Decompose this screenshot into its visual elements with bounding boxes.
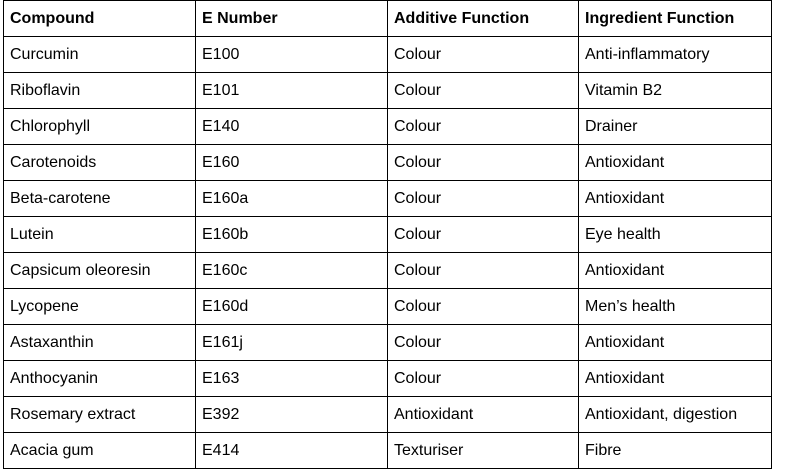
- header-e-number: E Number: [196, 1, 388, 37]
- cell-compound: Capsicum oleoresin: [4, 253, 196, 289]
- cell-ingredient-function: Antioxidant: [579, 253, 772, 289]
- cell-compound: Lutein: [4, 217, 196, 253]
- table-row: [4, 397, 772, 433]
- cell-e-number: E163: [196, 361, 388, 397]
- cell-compound: Anthocyanin: [4, 361, 196, 397]
- table-row: [4, 289, 772, 325]
- table-row: [4, 217, 772, 253]
- cell-ingredient-function: Antioxidant: [579, 361, 772, 397]
- cell-e-number: E140: [196, 109, 388, 145]
- cell-compound: Chlorophyll: [4, 109, 196, 145]
- cell-additive-function: Colour: [388, 181, 579, 217]
- cell-additive-function: Colour: [388, 37, 579, 73]
- cell-e-number: E100: [196, 37, 388, 73]
- table-row: [4, 109, 772, 145]
- cell-e-number: E160d: [196, 289, 388, 325]
- cell-compound: Curcumin: [4, 37, 196, 73]
- cell-e-number: E414: [196, 433, 388, 469]
- cell-e-number: E161j: [196, 325, 388, 361]
- cell-e-number: E160b: [196, 217, 388, 253]
- cell-additive-function: Colour: [388, 289, 579, 325]
- table-row: [4, 361, 772, 397]
- cell-e-number: E160c: [196, 253, 388, 289]
- cell-compound: Lycopene: [4, 289, 196, 325]
- cell-ingredient-function: Men’s health: [579, 289, 772, 325]
- cell-additive-function: Texturiser: [388, 433, 579, 469]
- cell-ingredient-function: Vitamin B2: [579, 73, 772, 109]
- cell-compound: Beta-carotene: [4, 181, 196, 217]
- additives-table: [3, 0, 772, 469]
- table-row: [4, 73, 772, 109]
- cell-ingredient-function: Eye health: [579, 217, 772, 253]
- cell-additive-function: Colour: [388, 253, 579, 289]
- table-header-row: [4, 1, 772, 37]
- table-row: [4, 325, 772, 361]
- cell-ingredient-function: Drainer: [579, 109, 772, 145]
- cell-compound: Astaxanthin: [4, 325, 196, 361]
- table-row: [4, 181, 772, 217]
- table-row: [4, 253, 772, 289]
- table-row: [4, 37, 772, 73]
- cell-ingredient-function: Antioxidant: [579, 145, 772, 181]
- cell-compound: Riboflavin: [4, 73, 196, 109]
- cell-ingredient-function: Anti-inflammatory: [579, 37, 772, 73]
- cell-compound: Rosemary extract: [4, 397, 196, 433]
- cell-additive-function: Colour: [388, 361, 579, 397]
- cell-additive-function: Colour: [388, 325, 579, 361]
- cell-additive-function: Colour: [388, 109, 579, 145]
- table-body: [4, 37, 772, 469]
- cell-additive-function: Colour: [388, 145, 579, 181]
- cell-e-number: E160a: [196, 181, 388, 217]
- cell-ingredient-function: Antioxidant: [579, 325, 772, 361]
- cell-compound: Acacia gum: [4, 433, 196, 469]
- cell-ingredient-function: Fibre: [579, 433, 772, 469]
- table-row: [4, 433, 772, 469]
- cell-additive-function: Antioxidant: [388, 397, 579, 433]
- cell-additive-function: Colour: [388, 217, 579, 253]
- cell-e-number: E101: [196, 73, 388, 109]
- cell-e-number: E392: [196, 397, 388, 433]
- cell-compound: Carotenoids: [4, 145, 196, 181]
- header-compound: Compound: [4, 1, 196, 37]
- header-additive-function: Additive Function: [388, 1, 579, 37]
- cell-additive-function: Colour: [388, 73, 579, 109]
- cell-ingredient-function: Antioxidant: [579, 181, 772, 217]
- header-ingredient-function: Ingredient Function: [579, 1, 772, 37]
- cell-ingredient-function: Antioxidant, digestion: [579, 397, 772, 433]
- cell-e-number: E160: [196, 145, 388, 181]
- table-row: [4, 145, 772, 181]
